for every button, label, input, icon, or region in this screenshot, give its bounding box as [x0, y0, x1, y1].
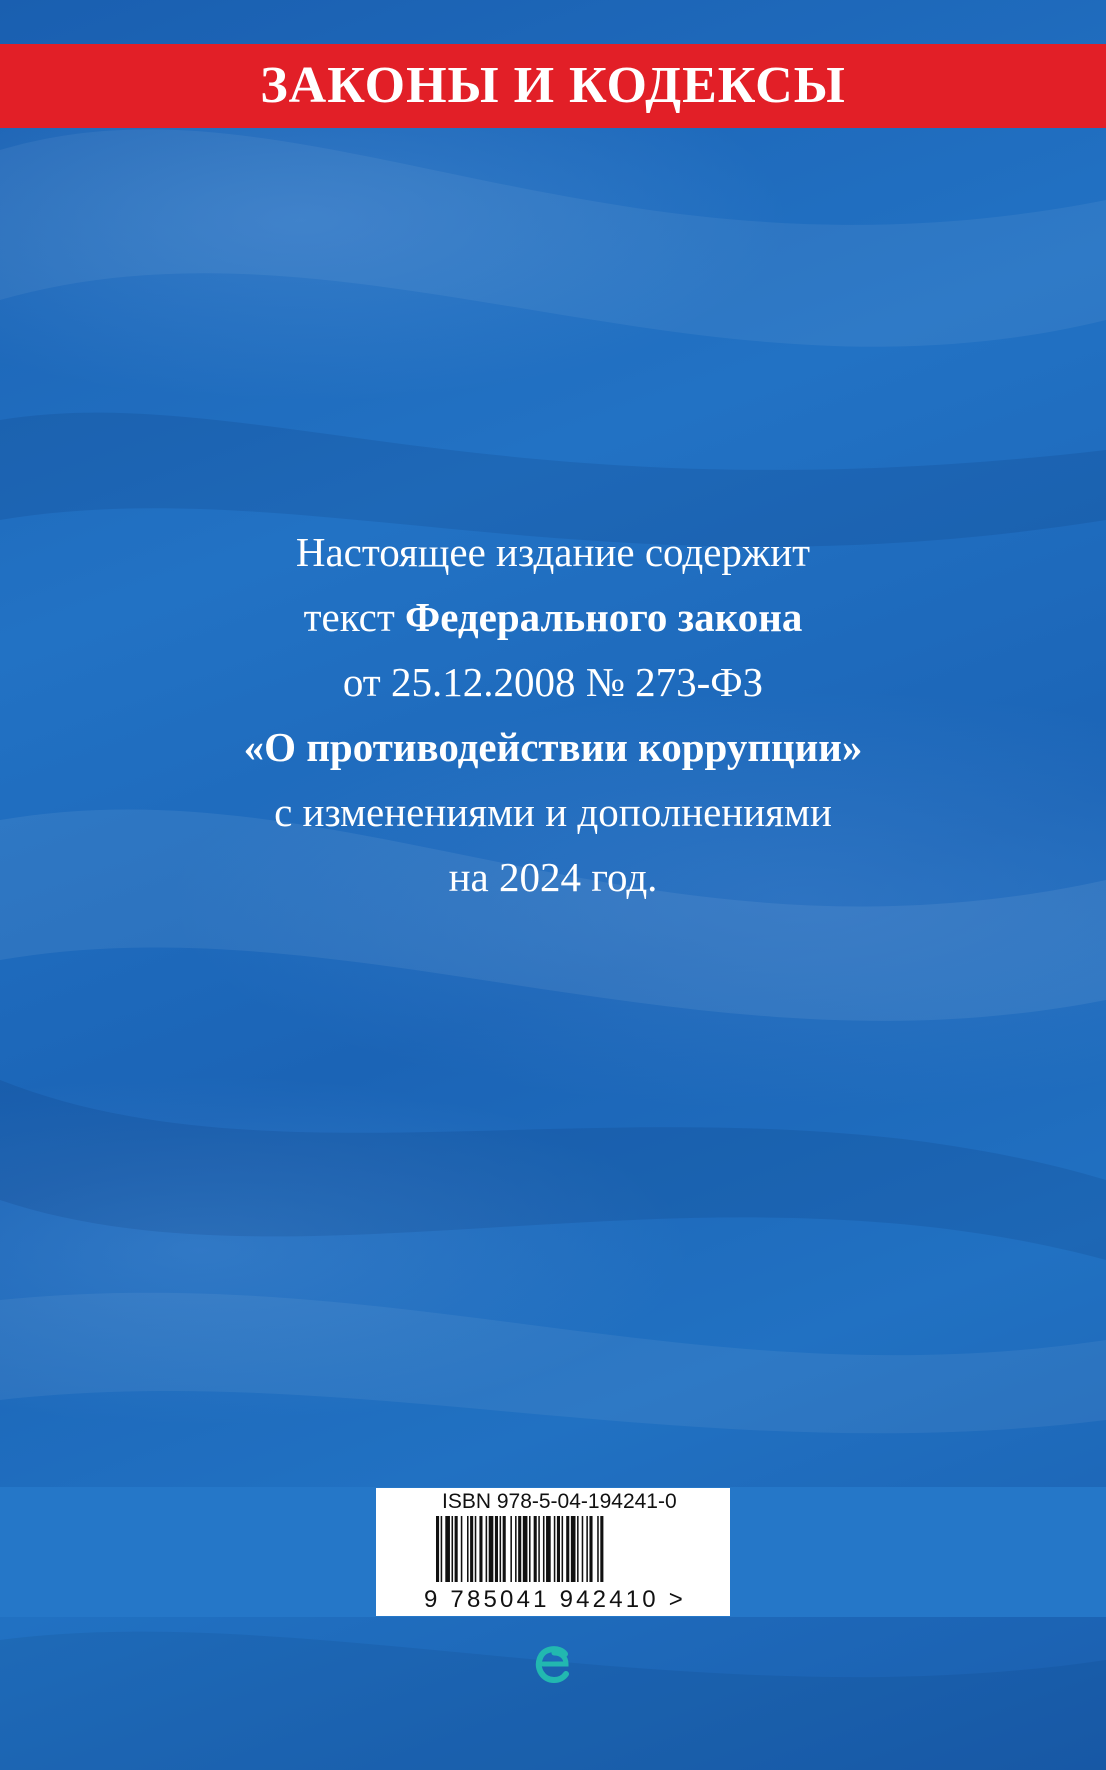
description-line-1: Настоящее издание содержит — [295, 529, 811, 575]
law-title-bold — [0, 715, 1106, 780]
law-type-bold: Федерального закона — [405, 594, 803, 640]
description-line-2-prefix: текст — [303, 594, 406, 640]
barcode-digits: 9 785041 942410 > — [424, 1586, 686, 1613]
eksmo-e-logo-icon — [529, 1640, 577, 1688]
series-title: ЗАКОНЫ И КОДЕКСЫ — [260, 57, 846, 114]
description-line-6: на 2024 год. — [448, 854, 658, 900]
edition-description — [0, 520, 1106, 910]
barcode-bars — [436, 1516, 666, 1586]
barcode-panel — [376, 1488, 730, 1616]
law-date-number: от 25.12.2008 № 273-ФЗ — [342, 659, 764, 705]
description-line-5: с изменениями и дополнениями — [274, 789, 832, 835]
law-title-text: «О противодействии коррупции» — [243, 724, 863, 770]
description-line-2 — [0, 585, 1106, 650]
isbn-number: ISBN 978-5-04-194241-0 — [442, 1490, 677, 1513]
